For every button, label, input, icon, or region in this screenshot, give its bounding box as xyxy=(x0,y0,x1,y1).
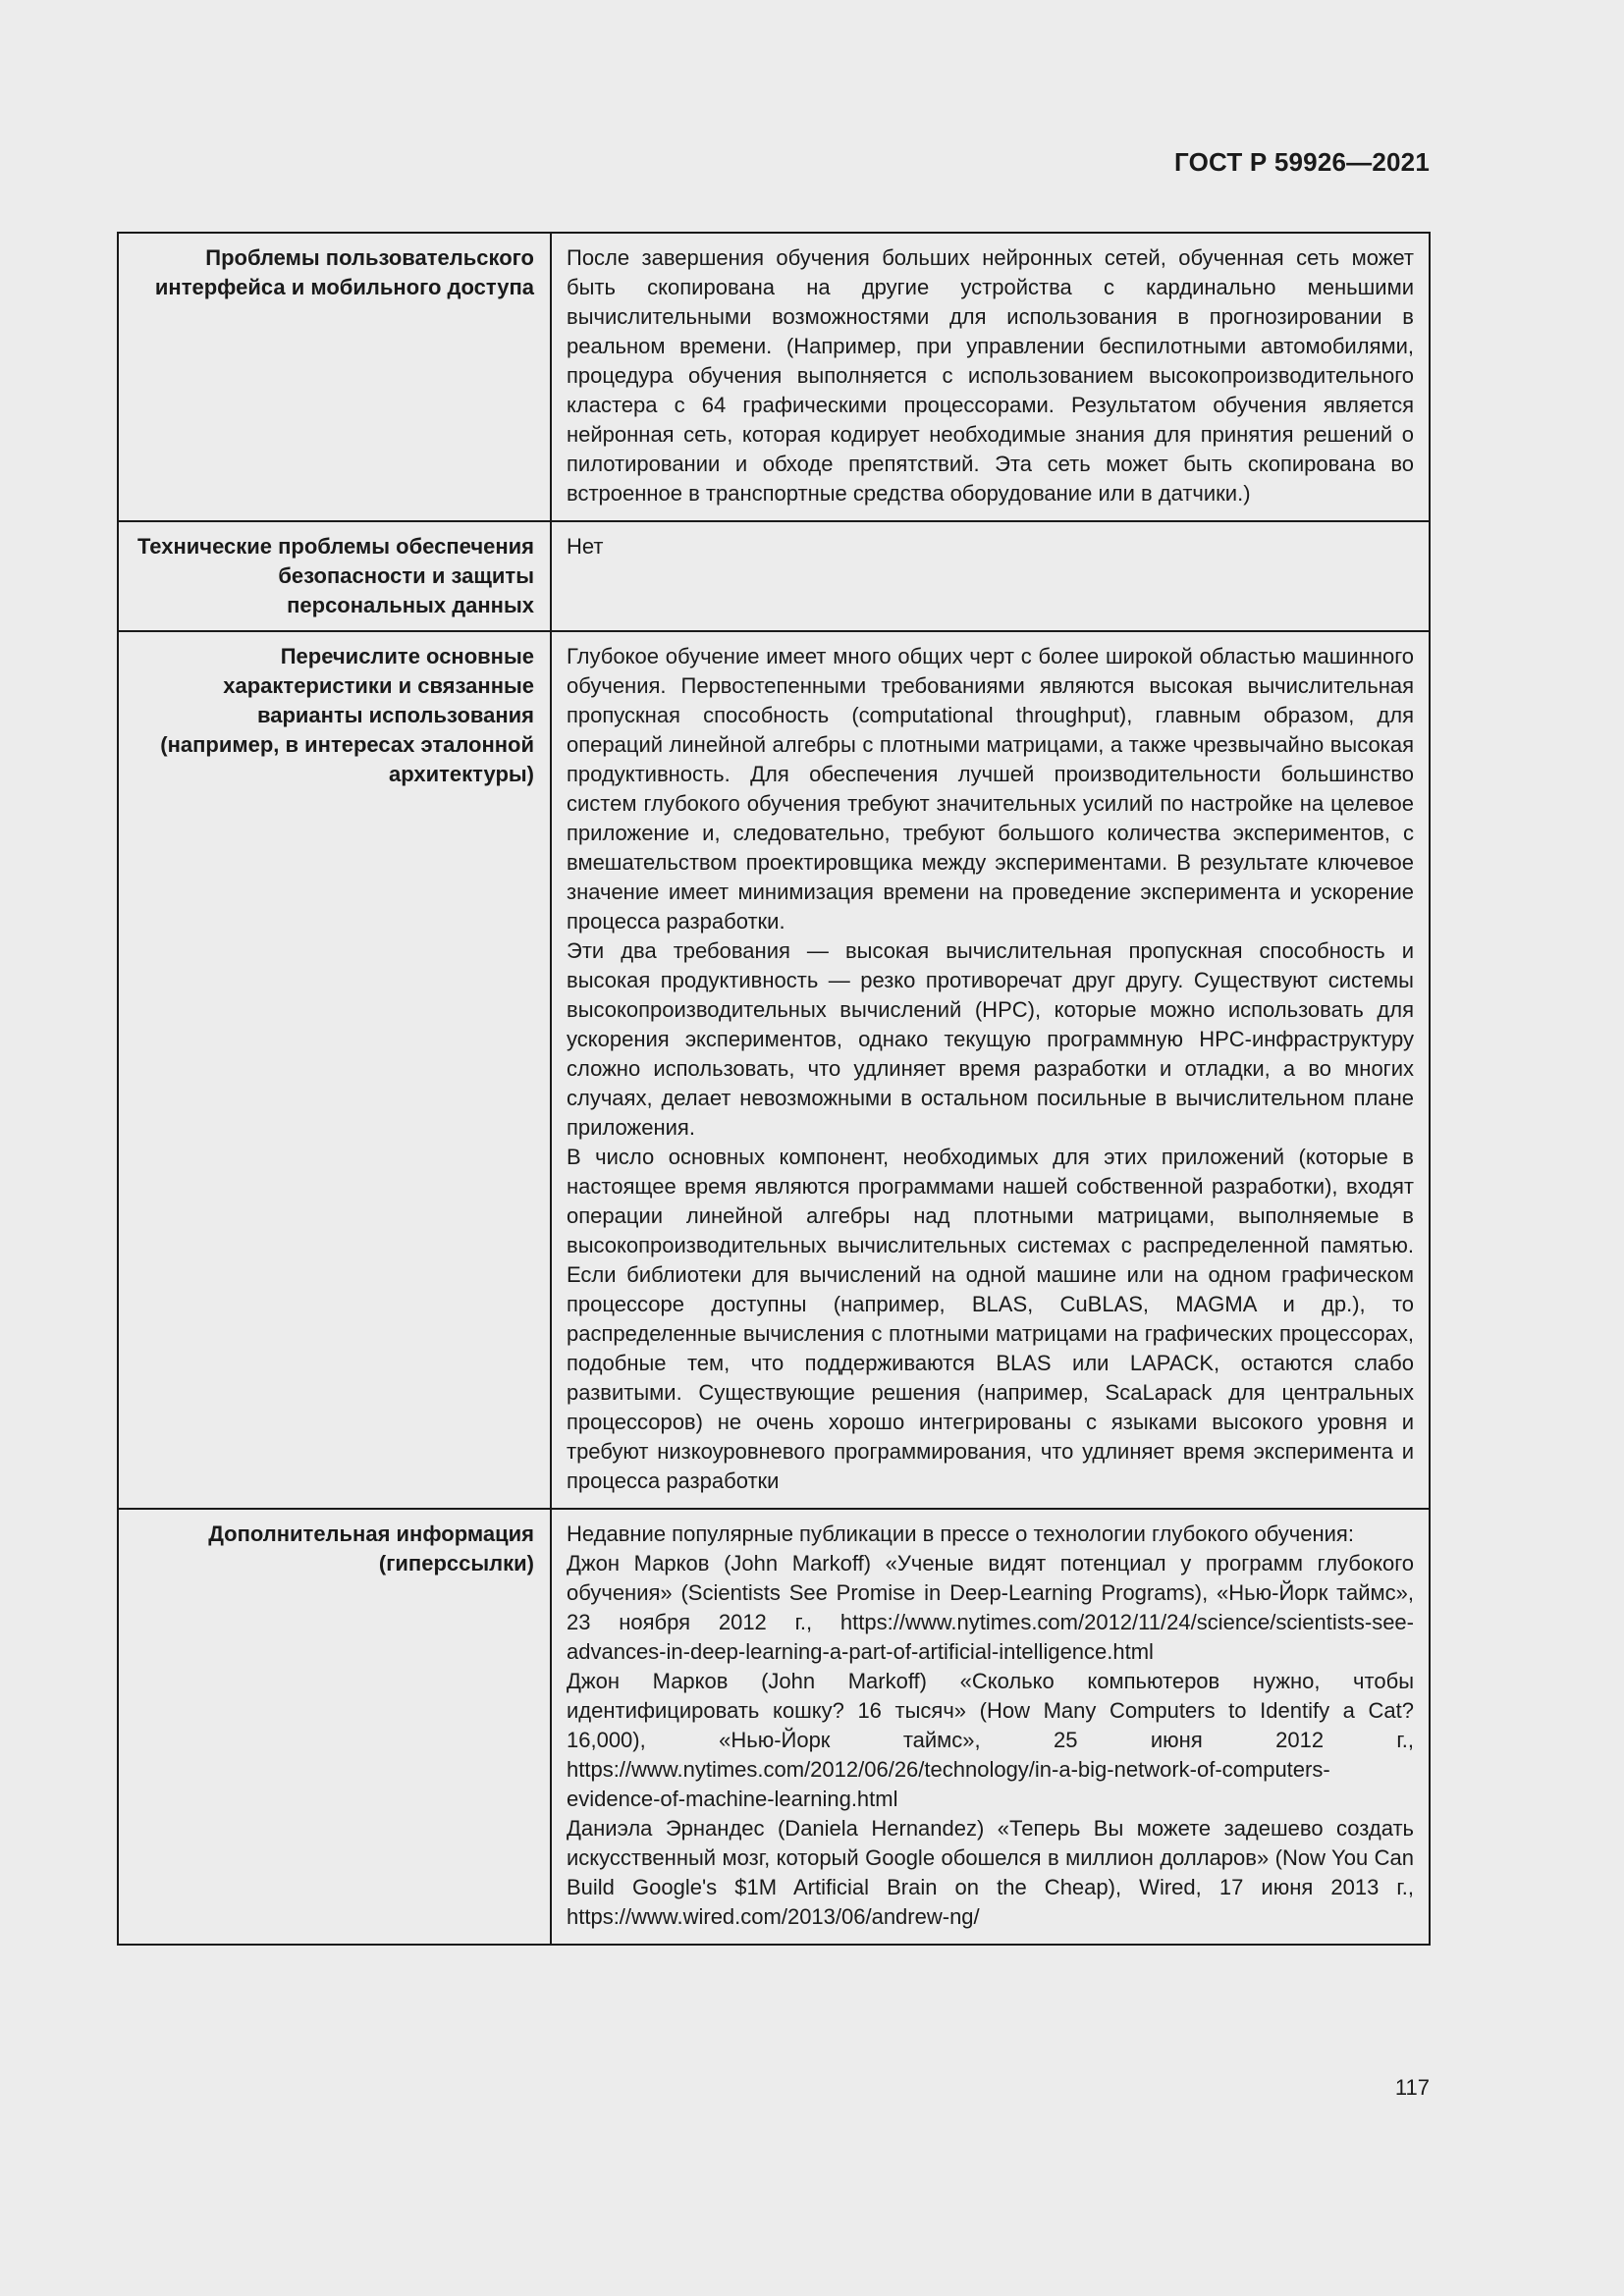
requirements-table xyxy=(117,232,1431,1946)
paragraph: После завершения обучения больших нейронных сетей, обученная сеть может быть скопирована на другие устройства с кардинально меньшими вычислительными возможностями для использования в прогнозировании в реальном времени. (Например, при управлении беспилотными автомобилями, процедура обучения выполняется с использованием высокопроизводительного кластера с 64 графическими процессорами. Результатом обучения является нейронная сеть, которая кодирует необходимые знания для принятия решений о пилотировании и обходе препятствий. Эта сеть может быть скопирована во встроенное в транспортные средства оборудование или в датчики.) xyxy=(567,245,1414,506)
row-label: Перечислите основные характеристики и связанные варианты использования (например, в интересах эталонной архитектуры) xyxy=(118,631,551,1509)
reference-link[interactable]: Даниэла Эрнандес (Daniela Hernandez) «Теперь Вы можете задешево создать искусственный мозг, который Google обошелся в миллион долларов» (Now You Can Build Google's $1M Artificial Brain on the Cheap), Wired, 17 июня 2013 г., https://www.wired.com/2013/06/andrew-ng/ xyxy=(567,1816,1414,1929)
row-label: Технические проблемы обеспечения безопасности и защиты персональных данных xyxy=(118,521,551,631)
page-number: 117 xyxy=(1394,2075,1430,2100)
table-row xyxy=(118,631,1430,1509)
paragraph: Нет xyxy=(567,534,604,559)
row-label: Дополнительная информация (гиперссылки) xyxy=(118,1509,551,1945)
row-content xyxy=(551,631,1430,1509)
paragraph: В число основных компонент, необходимых для этих приложений (которые в настоящее время являются программами нашей собственной разработки), входят операции линейной алгебры над плотными матрицами, выполняемые в высокопроизводительных вычислительных системах с распределенной памятью. Если библиотеки для вычислений на одной машине или на одном графическом процессоре доступны (например, BLAS, CuBLAS, MAGMA и др.), то распределенные вычисления с плотными матрицами на графических процессорах, подобные тем, что поддерживаются BLAS или LAPACK, остаются слабо развитыми. Существующие решения (например, ScaLapack для центральных процессоров) не очень хорошо интегрированы с языками высокого уровня и требуют низкоуровневого программирования, что удлиняет время эксперимента и процесса разработки xyxy=(567,1145,1414,1493)
paragraph: Эти два требования — высокая вычислительная пропускная способность и высокая продуктивность — резко противоречат друг другу. Существуют системы высокопроизводительных вычислений (HPC), которые можно использовать для ускорения экспериментов, однако текущую программную HPC-инфраструктуру сложно использовать, что удлиняет время разработки и отладки, а во многих случаях, делает невозможными в остальном посильные в вычислительном плане приложения. xyxy=(567,938,1414,1140)
reference-link[interactable]: Джон Марков (John Markoff) «Сколько компьютеров нужно, чтобы идентифицировать кошку? 16 тысяч» (How Many Computers to Identify a Cat? 16,000), «Нью-Йорк таймс», 25 июня 2012 г., https://www.nytimes.com/2012/06/26/technology/in-a-big-network-of-computers-evidence-of-machine-learning.html xyxy=(567,1669,1414,1811)
row-content xyxy=(551,233,1430,521)
table-row xyxy=(118,1509,1430,1945)
row-label: Проблемы пользовательского интерфейса и мобильного доступа xyxy=(118,233,551,521)
table-row xyxy=(118,521,1430,631)
document-standard-number: ГОСТ Р 59926—2021 xyxy=(1174,147,1430,177)
paragraph: Недавние популярные публикации в прессе о технологии глубокого обучения: xyxy=(567,1522,1354,1546)
row-content xyxy=(551,1509,1430,1945)
paragraph: Глубокое обучение имеет много общих черт с более широкой областью машинного обучения. Первостепенными требованиями являются высокая вычислительная пропускная способность (computational throughput), главным образом, для операций линейной алгебры с плотными матрицами, а также чрезвычайно высокая продуктивность. Для обеспечения лучшей производительности большинство систем глубокого обучения требуют значительных усилий по настройке на целевое приложение и, следовательно, требуют большого количества экспериментов, с вмешательством проектировщика между экспериментами. В результате ключевое значение имеет минимизация времени на проведение эксперимента и ускорение процесса разработки. xyxy=(567,644,1414,934)
table-row xyxy=(118,233,1430,521)
reference-link[interactable]: Джон Марков (John Markoff) «Ученые видят потенциал у программ глубокого обучения» (Scientists See Promise in Deep-Learning Programs), «Нью-Йорк таймс», 23 ноября 2012 г., https://www.nytimes.com/2012/11/24/science/scientists-see-advances-in-deep-learning-a-part-of-artificial-intelligence.html xyxy=(567,1551,1414,1664)
row-content xyxy=(551,521,1430,631)
